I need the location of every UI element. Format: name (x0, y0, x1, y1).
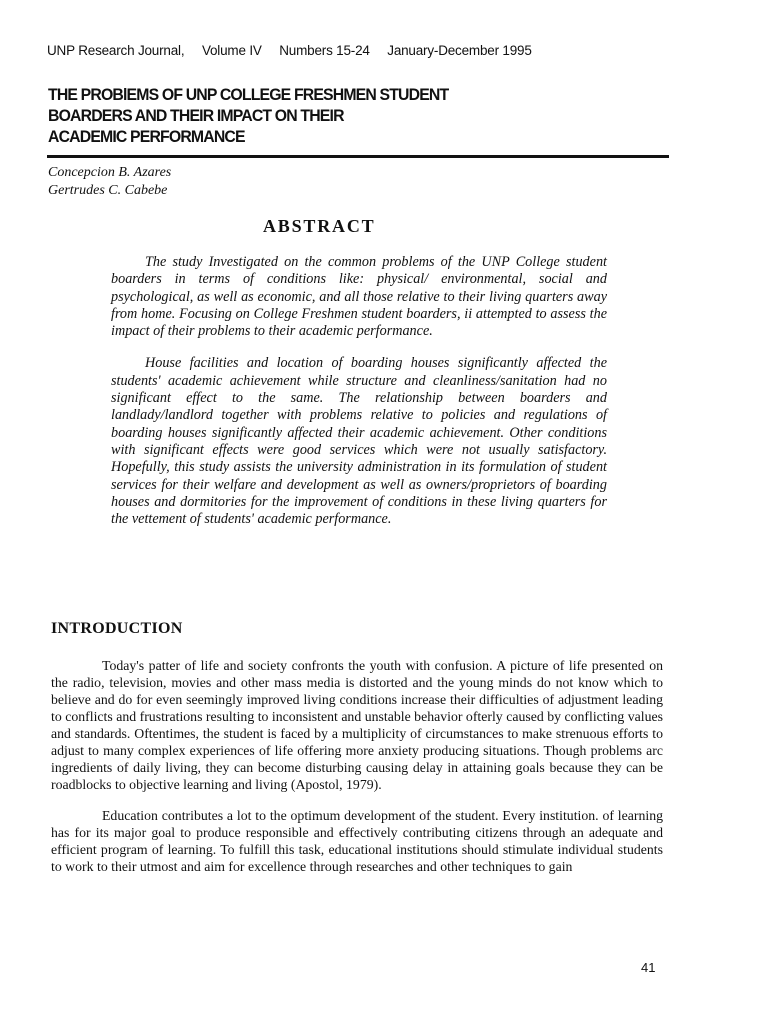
running-header (47, 43, 546, 58)
introduction-paragraph: Education contributes a lot to the optimum development of the student. Every institution. of learning has for its major goal to produce responsible and effectively contributing citizens through an adequate and efficient program of learning. To fulfill this task, educational institutions should stimulate individual students to work to their utmost and aim for excellence through researches and other techniques to gain (51, 808, 663, 874)
author-name: Gertrudes C. Cabebe (48, 183, 168, 198)
page-number: 41 (641, 960, 656, 975)
journal-name: UNP Research Journal, (47, 43, 185, 58)
title-line: BOARDERS AND THEIR IMPACT ON THEIR (48, 106, 344, 125)
introduction-paragraph: Today's patter of life and society confronts the youth with confusion. A picture of life presented on the radio, television, movies and other mass media is distorted and the young minds do not know which to believe and do for even seemingly improved living conditions increase their difficulties of adjustment leading to conflicts and frustrations resulting to inconsistent and unstable behavior ofterly caused by conflicting values and standards. Oftentimes, the student is faced by a multiplicity of circumstances to make strenuous efforts to adjust to many complex experiences of life offering more anxiety producing situations. Though problems arc ingredients of daily living, they can become disturbing causing delay in attaining goals because they can be roadblocks to objective learning and living (Apostol, 1979). (51, 658, 663, 792)
abstract-body (111, 254, 607, 543)
journal-date: January-December 1995 (387, 43, 532, 58)
article-title (48, 84, 532, 147)
journal-volume: Volume IV (201, 43, 262, 58)
author-name: Concepcion B. Azares (48, 165, 172, 180)
title-line: THE PROBlEMS OF UNP COLLEGE FRESHMEN STUDENT (48, 85, 449, 104)
title-divider (47, 155, 669, 158)
abstract-paragraph: The study Investigated on the common problems of the UNP College student boarders in terms of conditions like: physical/ environmental, social and psychological, as well as economic, and all those relative to their living quarters away from home. Focusing on College Freshmen student boarders, ii attempted to assess the impact of their problems to their academic performance. (111, 254, 607, 340)
abstract-heading: ABSTRACT (263, 216, 376, 236)
abstract-paragraph: House facilities and location of boarding houses significantly affected the students' academic achievement while structure and cleanliness/sanitation had no significant effect to the same. The relationship between boarders and landlady/landlord together with problems relative to policies and regulations of boarding houses significantly affected their academic achievement. Other conditions with significant effects were good services which were not usually satisfactory. Hopefully, this study assists the university administration in its formulation of student services for their welfare and development as well as owners/proprietors of boarding houses and dormitories for the improvement of conditions in these living quarters for the vettement of students' academic performance. (111, 355, 607, 528)
introduction-heading: INTRODUCTION (51, 620, 183, 637)
journal-numbers: Numbers 15-24 (279, 43, 370, 58)
author-list (48, 164, 171, 200)
title-line: ACADEMIC PERFORMANCE (48, 127, 245, 146)
introduction-body (51, 657, 663, 889)
